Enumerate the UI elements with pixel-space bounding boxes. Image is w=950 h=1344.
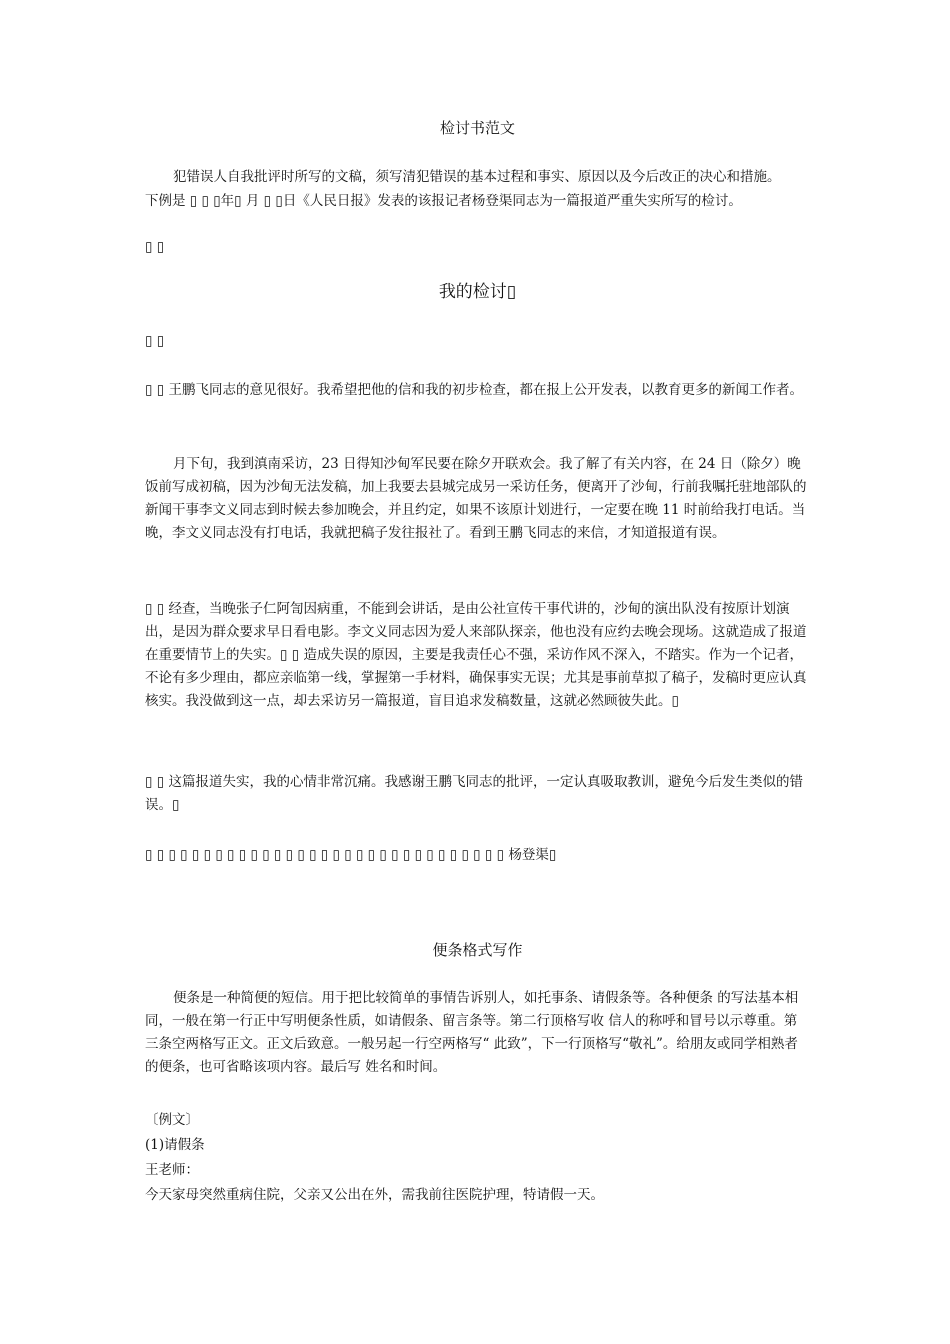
- example-item: (1)请假条: [145, 1137, 205, 1153]
- section-subtitle: 我的检讨▯: [438, 282, 517, 302]
- paragraph-note-format: 便条是一种简便的短信。用于把比较简单的事情告诉别人，如托事条、请假条等。各种便条 的写法基本相同，一般在第一行正中写明便条性质，如请假条、留言条等。第二行顶格写收 信人的称呼和冒号以示尊重。第三条空两格写正文。正文后致意。一般另起一行空两格写“ 此致”，下一行顶格写“敬礼”。给朋友或同学相熟者的便条，也可省略该项内容。最后写 姓名和时间。: [145, 990, 799, 1075]
- example-salutation: 王老师：: [145, 1162, 199, 1178]
- intro-line-1: 犯错误人自我批评时所写的文稿，须写清犯错误的基本过程和事实、原因以及今后改正的决心和措施。: [173, 169, 781, 185]
- document-title: 检讨书范文: [439, 119, 515, 137]
- signature-line: ▯ ▯ ▯ ▯ ▯ ▯ ▯ ▯ ▯ ▯ ▯ ▯ ▯ ▯ ▯ ▯ ▯ ▯ ▯ ▯ ▯ ▯ ▯ ▯ ▯ ▯ ▯ ▯ ▯ ▯ ▯ 杨登渠▯: [145, 847, 557, 863]
- paragraph-conclusion: ▯ ▯ 这篇报道失实，我的心情非常沉痛。我感谢王鹏飞同志的批评，一定认真吸取教训，避免今后发生类似的错误。▯: [145, 774, 803, 813]
- section-title-note: 便条格式写作: [432, 941, 523, 959]
- paragraph-investigation: ▯ ▯ 经查，当晚张子仁阿訇因病重，不能到会讲话，是由公社宣传干事代讲的，沙甸的演出队没有按原计划演出，是因为群众要求早日看电影。李文义同志因为爱人来部队探亲，他也没有应约去晚会现场。这就造成了报道在重要情节上的失实。▯ ▯ 造成失误的原因，主要是我责任心不强，采访作风不深入，不踏实。作为一个记者，不论有多少理由，都应亲临第一线，掌握第一手材料，确保事实无误；尤其是事前草拟了稿子，发稿时更应认真核实。我没做到这一点，却去采访另一篇报道，盲目追求发稿数量，这就必然顾彼失此。▯: [145, 601, 807, 709]
- paragraph-opinion: ▯ ▯ 王鹏飞同志的意见很好。我希望把他的信和我的初步检查，都在报上公开发表，以教育更多的新闻工作者。: [145, 382, 803, 398]
- placeholder-marker: ▯ ▯: [145, 333, 165, 349]
- intro-line-2: 下例是 ▯ ▯ ▯年▯ 月 ▯ ▯日《人民日报》发表的该报记者杨登渠同志为一篇报道严重失实所写的检讨。: [145, 193, 742, 209]
- paragraph-account: 月下旬，我到滇南采访，23 日得知沙甸军民要在除夕开联欢会。我了解了有关内容，在 24 日（除夕）晚饭前写成初稿，因为沙甸无法发稿，加上我要去县城完成另一采访任务，便离开了沙甸，行前我嘱托驻地部队的新闻干事李文义同志到时候去参加晚会，并且约定，如果不该原计划进行，一定要在晚 11 时前给我打电话。当晚，李文义同志没有打电话，我就把稿子发往报社了。看到王鹏飞同志的来信，才知道报道有误。: [145, 456, 807, 541]
- example-body: 今天家母突然重病住院，父亲又公出在外，需我前往医院护理，特请假一天。: [145, 1187, 604, 1203]
- placeholder-marker: ▯ ▯: [145, 239, 165, 255]
- example-label: 〔例文〕: [145, 1112, 199, 1128]
